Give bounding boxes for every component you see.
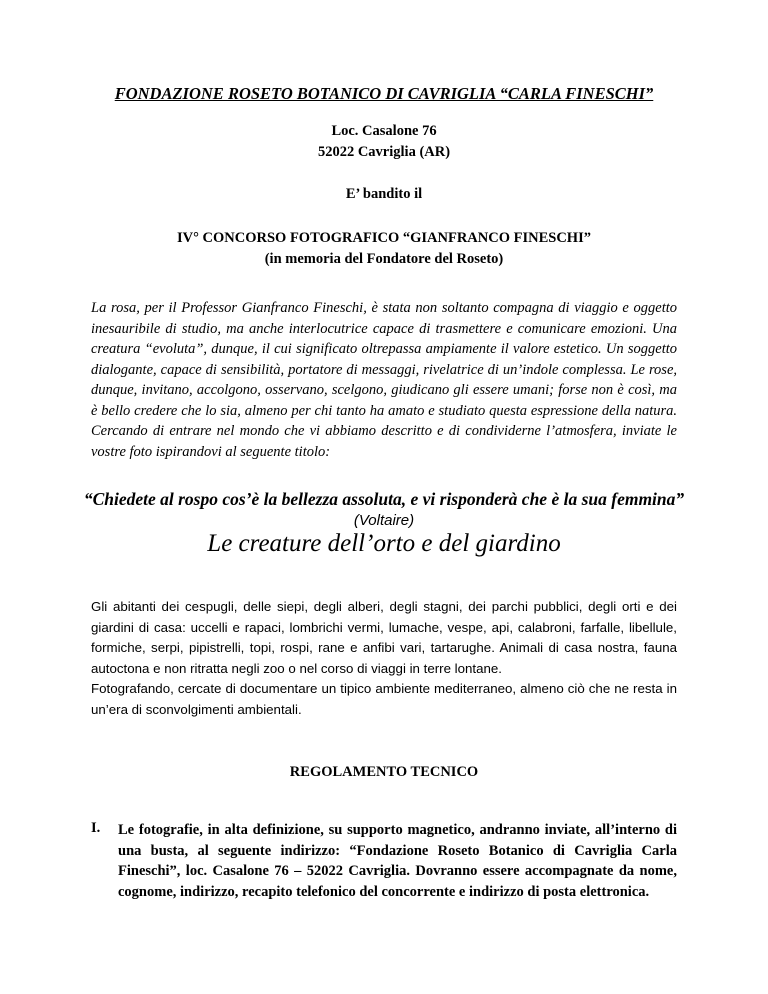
- address: [0, 121, 768, 163]
- rule-number: I.: [91, 820, 101, 836]
- contest-subtitle: (in memoria del Fondatore del Roseto): [264, 251, 504, 267]
- rule-text: Le fotografie, in alta definizione, su supporto magnetico, andranno inviate, all’interno di una busta, al seguente indirizzo: “Fondazione Roseto Botanico di Cavriglia Carla Fineschi”, loc. Casalone 76 – 52022 Cavriglia. Dovranno essere accompagnate da nome, cognome, indirizzo, recapito telefonico del concorrente e indirizzo di posta elettronica.: [118, 822, 677, 900]
- intro-paragraph: La rosa, per il Professor Gianfranco Fineschi, è stata non soltanto compagna di viaggio e oggetto inesauribile di studio, ma anche interlocutrice capace di trasmettere e comunicare emozioni. Una creatura “evoluta”, dunque, il cui significato oltrepassa ampiamente il valore estetico. Un soggetto dialogante, capace di sensibilità, portatore di messaggi, rivelatrice di un’indole complessa. Le rose, dunque, invitano, accolgono, osservano, scelgono, giudicano gli essere umani; forse non è così, ma è bello credere che lo sia, almeno per chi tanto ha amato e studiato questa espressione della natura. Cercando di entrare nel mondo che vi abbiamo descritto e di condividerne l’atmosfera, inviate le vostre foto ispirandovi al seguente titolo:: [91, 300, 677, 460]
- regulations-heading: REGOLAMENTO TECNICO: [289, 764, 479, 780]
- contest-heading: [0, 228, 768, 270]
- quote-text: “Chiedete al rospo cos’è la bellezza assoluta, e vi risponderà che è la sua femmina”: [83, 489, 685, 509]
- theme-title: Le creature dell’orto e del giardino: [207, 530, 561, 557]
- contest-title: IV° CONCORSO FOTOGRAFICO “GIANFRANCO FINESCHI”: [177, 230, 591, 246]
- description-paragraph: Gli abitanti dei cespugli, delle siepi, degli alberi, degli stagni, dei parchi pubblici, degli orti e dei giardini di casa: uccelli e rapaci, lombrichi vermi, lumache, vespe, api, calabroni, farfalle, libellule, formiche, serpi, pipistrelli, topi, rospi, rane e anfibi vari, tartarughe. Animali di casa nostra, fauna autoctona e non ritratta negli zoo o nel corso di viaggi in terre lontane.: [91, 599, 677, 676]
- quote-author: (Voltaire): [353, 512, 415, 529]
- description-paragraph: Fotografando, cercate di documentare un tipico ambiente mediterraneo, almeno ciò che ne resta in un’era di sconvolgimenti ambientali.: [91, 681, 677, 717]
- announcement-intro: E’ bandito il: [345, 186, 423, 202]
- organization-title: FONDAZIONE ROSETO BOTANICO DI CAVRIGLIA “CARLA FINESCHI”: [114, 84, 654, 103]
- address-city: 52022 Cavriglia (AR): [317, 144, 451, 160]
- description: [91, 597, 677, 721]
- address-street: Loc. Casalone 76: [331, 123, 437, 139]
